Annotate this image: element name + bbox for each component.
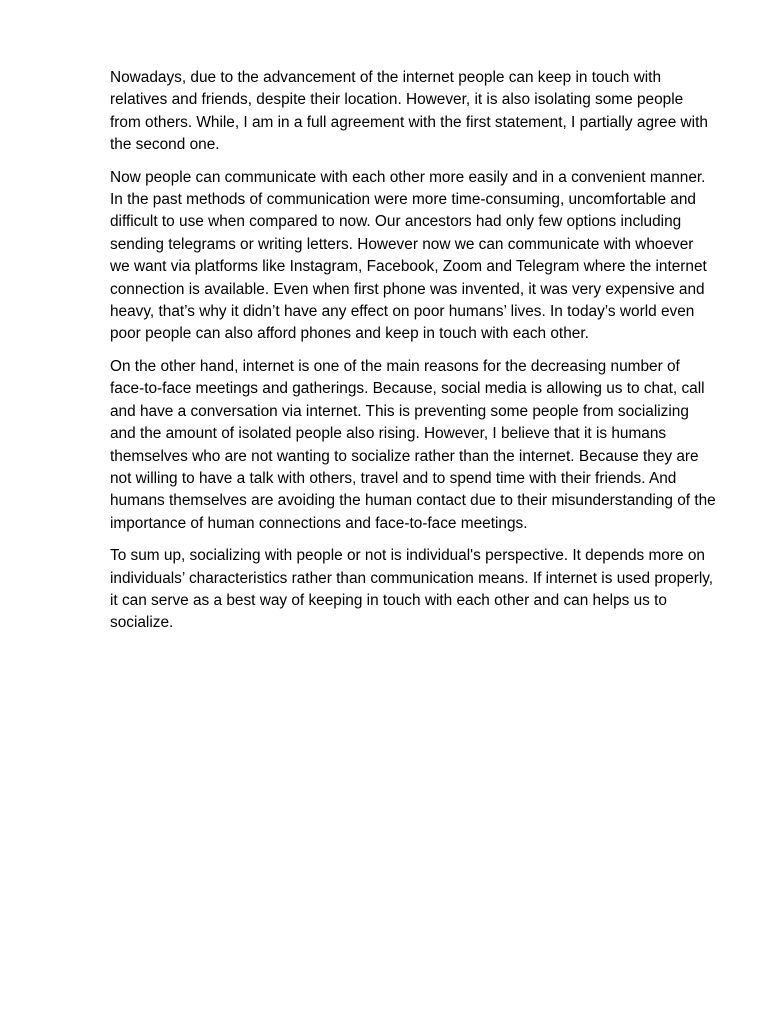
document-body	[110, 67, 716, 645]
paragraph-communication-ease: Now people can communicate with each other more easily and in a convenient manner. In the past methods of communication were more time-consuming, uncomfortable and difficult to use when compared to now. Our ancestors had only few options including sending telegrams or writing letters. However now we can communicate with whoever we want via platforms like Instagram, Facebook, Zoom and Telegram where the internet connection is available. Even when first phone was invented, it was very expensive and heavy, that’s why it didn’t have any effect on poor humans’ lives. In today’s world even poor people can also afford phones and keep in touch with each other.	[110, 168, 707, 343]
paragraph-isolation: On the other hand, internet is one of the main reasons for the decreasing number of face-to-face meetings and gatherings. Because, social media is allowing us to chat, call and have a conversation via internet. This is preventing some people from socializing and the amount of isolated people also rising. However, I believe that it is humans themselves who are not wanting to socialize rather than the internet. Because they are not willing to have a talk with others, travel and to spend time with their friends. And humans themselves are avoiding the human contact due to their misunderstanding of the importance of human connections and face-to-face meetings.	[110, 357, 716, 532]
paragraph-conclusion: To sum up, socializing with people or not is individual's perspective. It depends more on individuals’ characteristics rather than communication means. If internet is used properly, it can serve as a best way of keeping in touch with each other and can helps us to socialize.	[110, 547, 714, 632]
paragraph-introduction: Nowadays, due to the advancement of the internet people can keep in touch with relatives and friends, despite their location. However, it is also isolating some people from others. While, I am in a full agreement with the first statement, I partially agree with the second one.	[110, 69, 708, 154]
